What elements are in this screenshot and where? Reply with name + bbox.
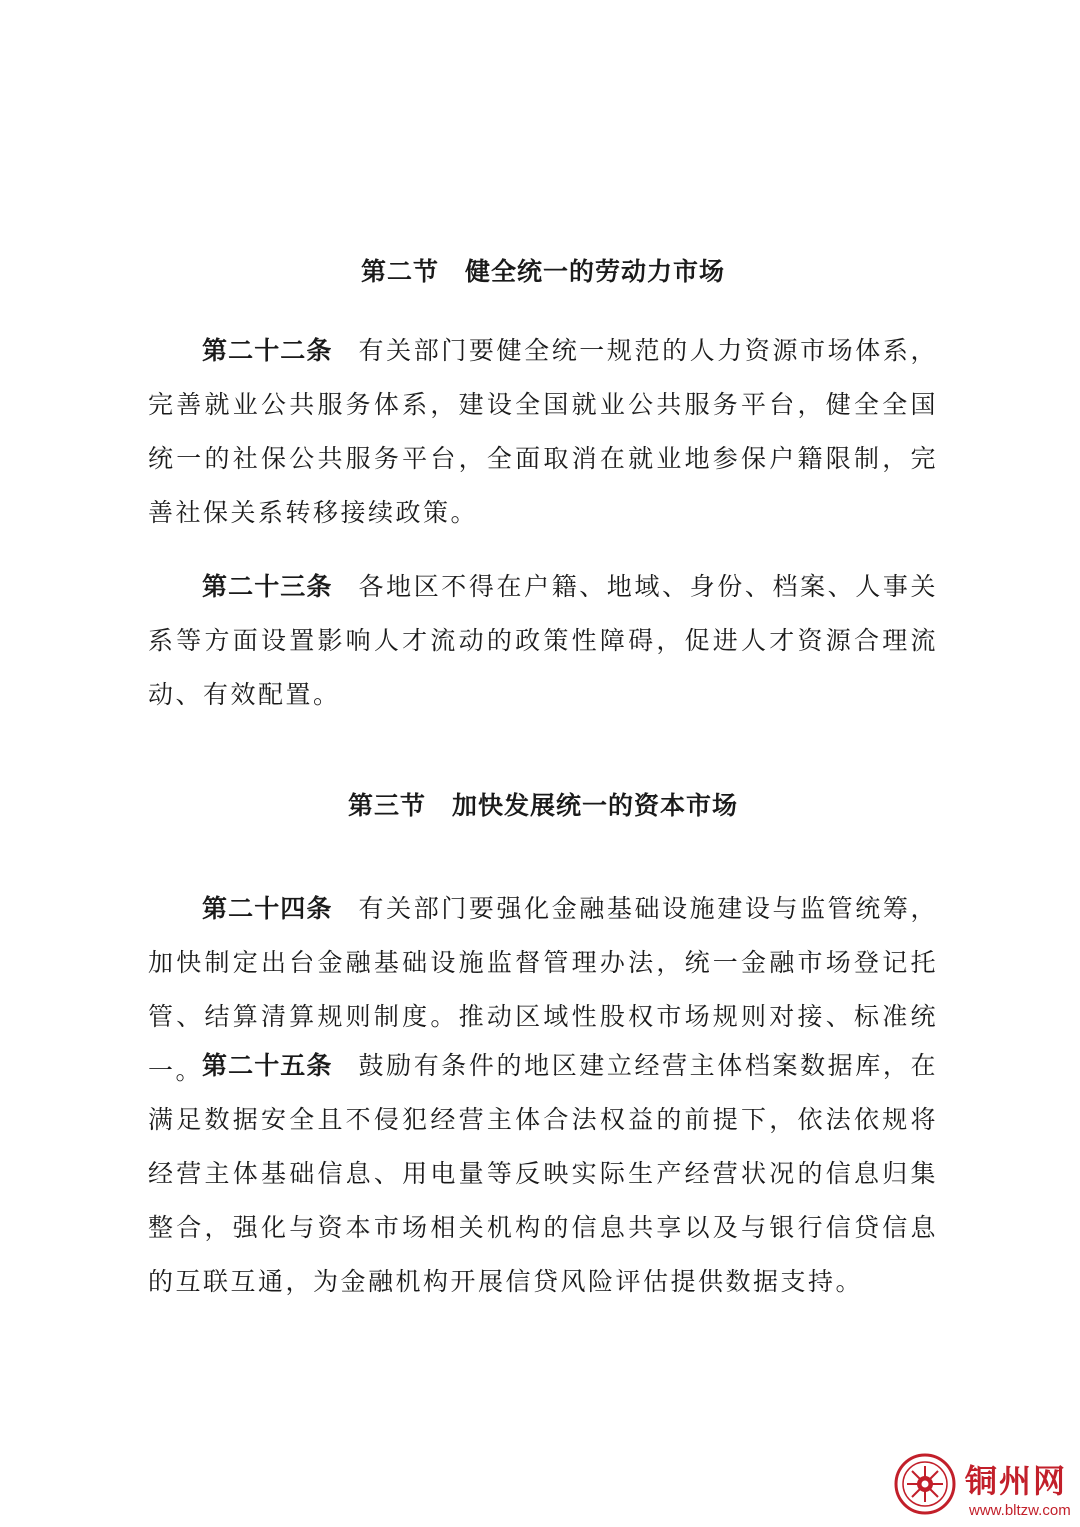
article-text: 鼓励有条件的地区建立经营主体档案数据库，在满足数据安全且不侵犯经营主体合法权益的前提下，依法依规将经营主体基础信息、用电量等反映实际生产经营状况的信息归集整合，强化与资本市场相关机构的信息共享以及与银行信贷信息的互联互通，为金融机构开展信贷风险评估提供数据支持。 <box>148 1051 938 1296</box>
article-23 <box>148 560 938 722</box>
article-25 <box>148 1039 938 1309</box>
watermark-site-name: 铜州网 <box>965 1462 1068 1500</box>
article-number: 第二十五条 <box>202 1051 333 1080</box>
document-page <box>148 0 938 1527</box>
article-text: 有关部门要健全统一规范的人力资源市场体系，完善就业公共服务体系，建设全国就业公共服务平台，健全全国统一的社保公共服务平台，全面取消在就业地参保户籍限制，完善社保关系转移接续政策。 <box>148 336 938 527</box>
section-heading-2: 第二节 健全统一的劳动力市场 <box>360 257 725 286</box>
section-heading-3: 第三节 加快发展统一的资本市场 <box>347 791 738 820</box>
article-22 <box>148 324 938 540</box>
article-text: 各地区不得在户籍、地域、身份、档案、人事关系等方面设置影响人才流动的政策性障碍，促进人才资源合理流动、有效配置。 <box>148 572 938 709</box>
article-text: 有关部门要强化金融基础设施建设与监管统筹，加快制定出台金融基础设施监督管理办法，统一金融市场登记托管、结算清算规则制度。推动区域性股权市场规则对接、标准统一。 <box>148 894 938 1085</box>
article-number: 第二十三条 <box>202 572 333 601</box>
article-number: 第二十二条 <box>202 336 333 365</box>
watermark-site-url: www.bltzw.com <box>969 1502 1071 1519</box>
red-seal-logo-icon <box>893 1452 957 1516</box>
site-watermark <box>893 1452 1073 1522</box>
article-number: 第二十四条 <box>202 894 333 923</box>
